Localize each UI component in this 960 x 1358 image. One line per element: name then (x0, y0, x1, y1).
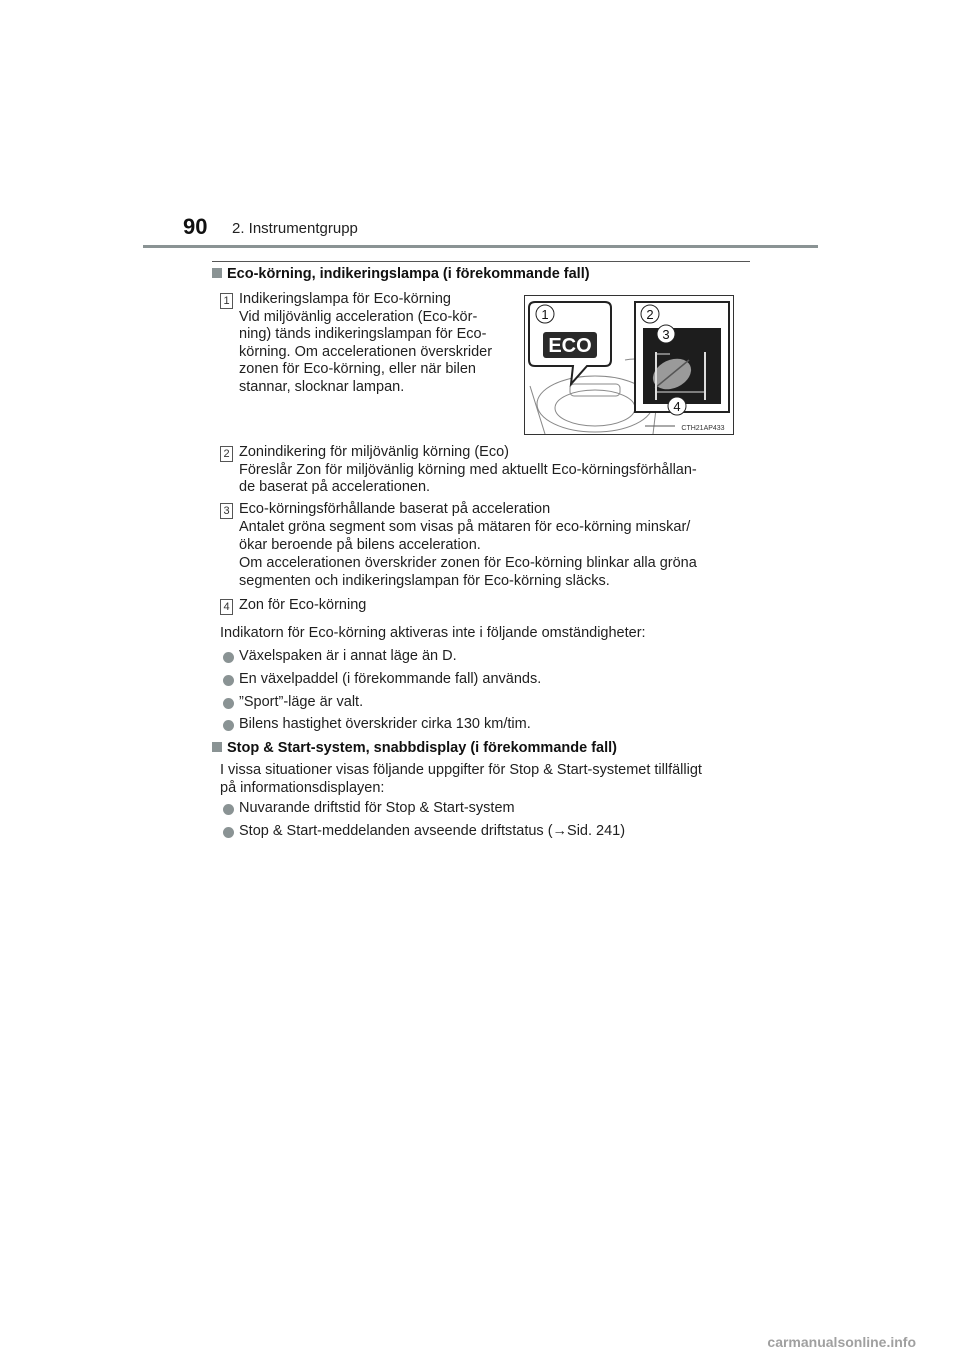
item-number-2: 2 (220, 446, 233, 462)
callout-4: 4 (673, 399, 681, 414)
bullet-icon (223, 720, 234, 731)
item-line: Antalet gröna segment som visas på mätaren för eco-körning minskar/ (239, 519, 691, 535)
item-line: stannar, slocknar lampan. (239, 379, 405, 395)
eco-indicator-figure (524, 295, 734, 435)
item-title-1: Indikeringslampa för Eco-körning (239, 291, 451, 307)
eco-illustration (525, 296, 733, 434)
figure-code: CTH21AP433 (681, 425, 725, 432)
chapter-title: 2. Instrumentgrupp (232, 220, 358, 237)
bullet-icon (223, 804, 234, 815)
item-title-4: Zon för Eco-körning (239, 597, 367, 613)
bullet-item: ”Sport”-läge är valt. (239, 694, 364, 710)
item-title-3: Eco-körningsförhållande baserat på acceleration (239, 501, 551, 517)
item-number-1: 1 (220, 293, 233, 309)
intro-text: Indikatorn för Eco-körning aktiveras inte i följande omständigheter: (220, 625, 646, 641)
item-line: ökar beroende på bilens acceleration. (239, 537, 481, 553)
callout-2: 2 (646, 307, 654, 322)
item-line: de baserat på accelerationen. (239, 479, 431, 495)
bullet-icon (223, 675, 234, 686)
page-number: 90 (183, 214, 208, 239)
square-bullet-icon (212, 268, 222, 278)
section-heading-eco (212, 266, 590, 282)
watermark: carmanualsonline.info (767, 1334, 916, 1350)
section-heading-text: Eco-körning, indikeringslampa (i förekommande fall) (227, 266, 590, 282)
section2-line: I vissa situationer visas följande uppgifter för Stop & Start-systemet tillfälligt (220, 762, 702, 778)
item-line: segmenten och indikeringslampan för Eco-körning släcks. (239, 573, 610, 589)
item-title-2: Zonindikering för miljövänlig körning (Eco) (239, 444, 509, 460)
item-line: Om accelerationen överskrider zonen för Eco-körning blinkar alla gröna (239, 555, 697, 571)
item-number-3: 3 (220, 503, 233, 519)
square-bullet-icon (212, 742, 222, 752)
section2-line: på informationsdisplayen: (220, 780, 385, 796)
item-line: Vid miljövänlig acceleration (Eco-kör- (239, 309, 478, 325)
section-heading-stop-start (212, 740, 617, 756)
header-rule (143, 245, 818, 248)
item-line: zonen för Eco-körning, eller när bilen (239, 361, 476, 377)
item-line: ning) tänds indikeringslampan för Eco- (239, 326, 487, 342)
callout-3: 3 (662, 327, 670, 342)
bullet-icon (223, 827, 234, 838)
bullet-icon (223, 698, 234, 709)
bullet-item: Nuvarande driftstid för Stop & Start-system (239, 800, 515, 816)
bullet-item: Bilens hastighet överskrider cirka 130 km/tim. (239, 716, 531, 732)
eco-lamp-label: ECO (548, 335, 592, 357)
callout-1: 1 (541, 307, 549, 322)
item-line: Föreslår Zon för miljövänlig körning med aktuellt Eco-körningsförhållan- (239, 462, 697, 478)
item-line: körning. Om accelerationen överskrider (239, 344, 493, 360)
bullet-item: Växelspaken är i annat läge än D. (239, 648, 457, 664)
section-heading-text: Stop & Start-system, snabbdisplay (i förekommande fall) (227, 740, 617, 756)
bullet-item: En växelpaddel (i förekommande fall) används. (239, 671, 542, 687)
item-number-4: 4 (220, 599, 233, 615)
bullet-icon (223, 652, 234, 663)
section-rule (212, 261, 750, 262)
bullet-item: Stop & Start-meddelanden avseende driftstatus (→Sid. 241) (239, 823, 626, 839)
